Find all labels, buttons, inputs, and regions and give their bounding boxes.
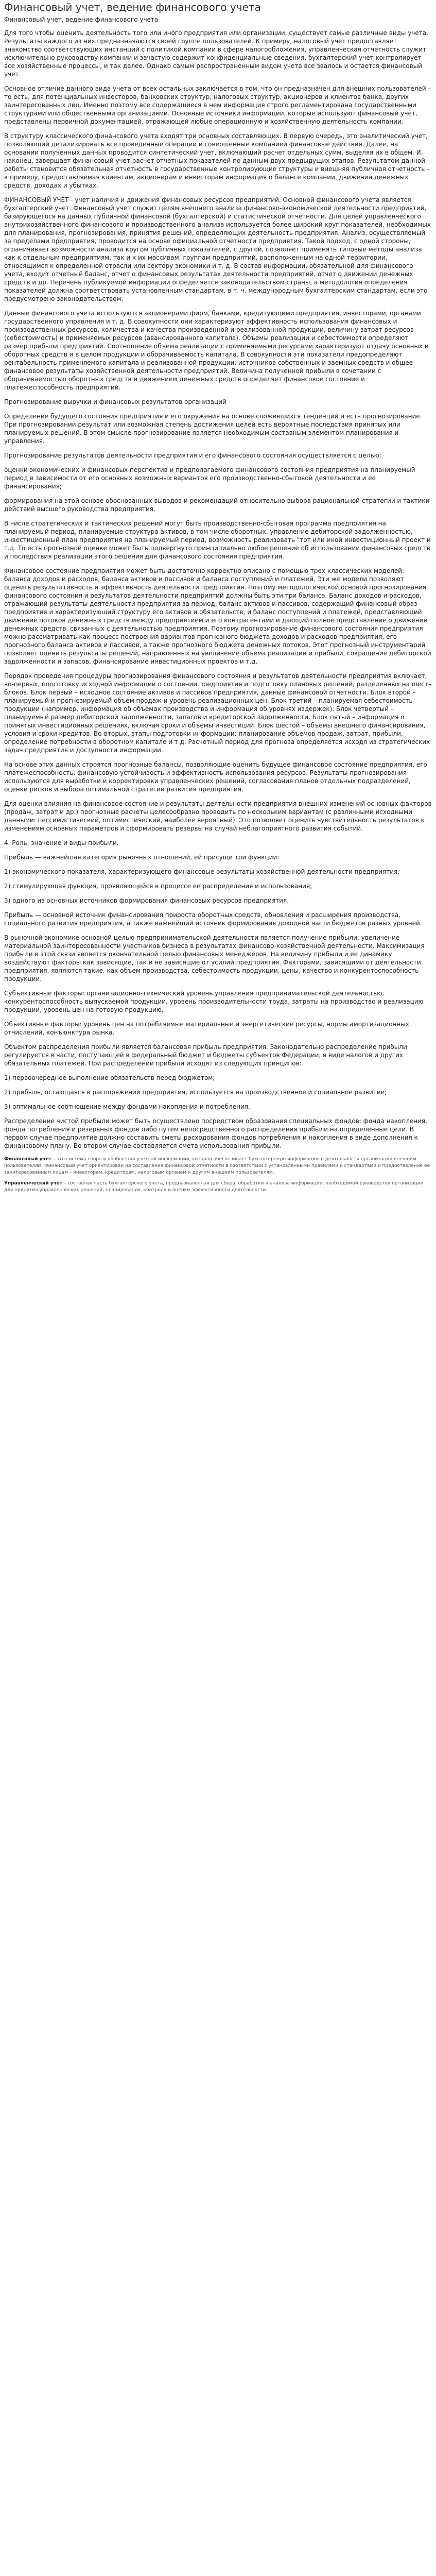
glossary-term: Управленческий учет [4, 1181, 63, 1186]
article-paragraph: Для того чтобы оценить деятельность того или иного предприятия или организации, существует самые различные виды учета. Результаты каждого из них предназначаются своей группе пользователей. К примеру, налоговый учет предоставляет знакомство соответствующих инстанций с политикой компании в сфере налогообложения, управленческая отчетность служит исключительно руководству компании и зачастую содержит конфиденциальные сведения, бухгалтерский учет контролирует все хозяйственные процессы, и так далее. Однако самым распространенным видом учета все звалось и остается финансовый учет. [4, 29, 428, 78]
article-paragraph: формирования на этой основе обоснованных выводов и рекомендаций относительно выбора рациональной стратегии и тактики действий высшего руководства предприятия. [4, 497, 430, 513]
article-paragraph: В структуру классического финансового учета входят три основных составляющих. В первую очередь, это аналитический учет, позволяющий детализировать все проведенные операции и совершенные компанией финансовые действия. Далее, на основании полученных данных проводится синтетический учет, включающий расчет отдельных сумм, выделяя их в общем. И, наконец, завершает финансовый учет расчет отчетных показателей по данным двух предыдущих этапов. Результатом данной работы становится обязательная отчетность в государственные контролирующие структуры и внешняя публичная отчетность – к примеру, предоставляемая клиентам, акционерам и инвесторам информация о балансе компании, движении денежных средств, доходах и убытках. [4, 132, 430, 189]
article-paragraph: Объективные факторы: уровень цен на потребляемые материальные и энергетические ресурсы, нормы амортизационных отчислений, конъюнктура рынка. [4, 1021, 409, 1036]
article-paragraph: 3) оптимальное соотношение между фондами накопления и потребления. [4, 1103, 250, 1110]
article-paragraph: 4. Роль, значение и виды прибыли. [4, 839, 119, 846]
article-paragraph: 1) экономического показателя, характеризующего финансовые результаты хозяйственной деятельности предприятия; [4, 868, 400, 875]
article-paragraph: Прибыль — основной источник финансирования прироста оборотных средств, обновления и расширения производства, социального развития предприятия, а также важнейший источник формирования доходной части бюджетов разных уровней. [4, 911, 422, 927]
article-paragraph: Определение будущего состояния предприятия и его окружения на основе сложившихся тенденций и есть прогнозирование. При прогнозировании результат или возможная степень достижения целей есть вероятные последствия принятых или планируемых решений. В этом смысле прогнозирование является необходимым составным элементом планирования и управления. [4, 413, 422, 445]
article-paragraph: Распределение чистой прибыли может быть осуществлено посредством образования специальных фондов: фонда накопления, фонда потребления и резервных фондов либо путем непосредственного распределения прибыли на определенные цели. В первом случае предприятие должно составить сметы расходования фондов потребления и накопления в виде дополнения к финансовому плану. Во втором случае составляется смета использования прибыли. [4, 1117, 427, 1149]
article-paragraph: ФИНАНСОВЫЙ УЧЕТ - учет наличия и движения финансовых ресурсов предприятий. Основной финансового учета является бухгалтерский учет. Финансовый учет служит целям внешнего анализа финансово-экономической деятельности предприятий, базирующегося на данных публичной финансовой (бухгалтерской) и статистической отчетности. Для целей управленческого внутрихозяйственного финансового и производственного анализа используется более широкий круг показателей, необходимых для планирования, прогнозирования, принятия решений, определяющих деятельность предприятия. Анализ, осуществляемый за пределами предприятия, проводится на основе официальной отчетности предприятия. Такой подход, с одной стороны, ограничивает возможности анализа кругом публичных показателей, с другой, позволяет применять типовые методы анализа как к отдельным предприятиям, так и к их массивам: группам предприятий, расположенным на одной территории, относящимся к определенной отрасли или сектору экономики и т. д. В состав информации, обязательной для финансового учета, входит отчетный баланс, отчет о финансовых результатах деятельности предприятий, отчет о движении денежных средств и др. Перечень публикуемой информации определяется законодательством страны, а методология определения показателей должна соответствовать установленным стандартам, в т. ч. международным бухгалтерским стандартам, если это предусмотрено законодательством. [4, 196, 431, 302]
article-body [4, 29, 432, 1150]
glossary-term: Финансовый учет [4, 1157, 51, 1162]
article-paragraph: Для оценки влияния на финансовое состояние и результаты деятельности предприятия внешних изменений основных факторов (продаж, затрат и др.) прогнозные расчеты целесообразно проводить по нескольким вариантам (с различными исходными данными: пессимистический, оптимистический, наиболее вероятный). Это позволяет оценить чувствительность результатов к изменениям основных параметров и сформировать резервы на случай неблагоприятного развития событий. [4, 800, 432, 832]
page-subtitle: Финансовый учет, ведение финансового учета [4, 16, 159, 23]
glossary-definition: – это система сбора и обобщения учетной информации, которая обеспечивает бухгалтерскую информацию о деятельности организации внешним пользователям. Финансовый учет ориентирован на составление финансовой отчетности в соответствии с установленными правилами и стандартами и предоставление ее заинтересованным лицам – инвесторам, кредиторам, налоговым органам и другим внешним пользователям. [4, 1157, 430, 1175]
article-paragraph: Данные финансового учета используются акционерами фирм, банками, кредитующими предприятия, инвесторами, органами государственного управления и т. д. В совокупности они характеризуют эффективность использования финансовых и производственных ресурсов, количества и качества произведенной и реализованной продукции, величину затрат ресурсов (себестоимость) и применяемых ресурсов (авансированного капитала). Объемы реализации и себестоимости определяют размер прибыли предприятий. Соотношение объема реализации с применяемыми ресурсами характеризуют отдачу основных и оборотных средств и в целом продукции и оборачиваемость капитала. В совокупности эти показатели предопределяют рентабельность применяемого капитала и реализованной продукции, источников собственных и заемных средств и общее финансовое результаты хозяйственной деятельности предприятий. Величина полученной прибыли в сочетании с оборачиваемостью оборотных средств и движением денежных средств определяет финансовое состояние и платежеспособность предприятий. [4, 310, 429, 391]
glossary-definition: – составная часть бухгалтерского учета, предназначенная для сбора, обработки и анализа информации, необходимой руководству организации для принятия управленческих решений, планирования, контроля и оценки эффективности деятельности. [4, 1181, 424, 1193]
page-title: Финансовый учет, ведение финансового учета [4, 1, 261, 13]
article-paragraph: Порядок проведения процедуры прогнозирования финансового состояния и результатов деятельности предприятия включает, во-первых, подготовку исходной информации о состоянии предприятия и подготовку плановых решений, разделенных на шесть блоков. Блок первый – исходное состояние активов и пассивов предприятия, данные финансовой отчетности. Блок второй – планируемый и прогнозируемый объем продаж и уровень реализационных цен. Блок третий – планируемая себестоимость продукции (например, информация об объемах производства и информация об уровнях издержек). Блок четвертый – планируемый размер дебиторской задолженности, запасов и кредиторской задолженности. Блок пятый – информация о принятых инвестиционных решениях, включая сроки и объемы инвестиций. Блок шестой – объемы внешнего финансирования, условия и сроки кредитов. Во-вторых, этапы подготовки информации: планирование объемов продаж, затрат, прибыли, определение потребности в оборотном капитале и т.д. Расчетный период для прогноза определяется исходя из стратегических задач предприятия и доступности информации. [4, 672, 432, 754]
article-paragraph: 3) одного из основных источников формирования финансовых ресурсов предприятия. [4, 897, 289, 904]
article-paragraph: 1) первоочередное выполнение обязательств перед бюджетом; [4, 1074, 215, 1081]
article-paragraph: 2) стимулирующая функция, проявляющейся в процессе ее распределения и использования; [4, 883, 312, 890]
glossary-notes [4, 1156, 432, 1194]
article-paragraph: Прогнозирование выручки и финансовых результатов организаций [4, 398, 226, 405]
document-page [0, 0, 436, 1203]
article-paragraph: Прибыль — важнейшая категория рыночных отношений, ей присущи три функции: [4, 854, 280, 861]
glossary-entry [4, 1180, 432, 1194]
article-paragraph: Субъективные факторы: организационно-технический уровень управления предпринимательской деятельностью, конкурентоспособность выпускаемой продукции, уровень производительности труда, затраты на производство и реализацию продукции, уровень цен на готовую продукцию. [4, 990, 424, 1013]
article-paragraph: В числе стратегических и тактических решений могут быть производственно-сбытовая программа предприятия на планируемый период, планируемые структура активов, в том числе оборотных, управление дебиторской задолженностью, инвестиционный план предприятия на планируемый период, возможность реализовать "тот или иной инвестиционный проект и т.д. То есть прогнозной оценке может быть подвергнуто принципиально любое решение об использовании финансовых средств и последствия реализации этого решения для финансового состояния предприятия. [4, 520, 431, 560]
article-paragraph: Финансовое состояние предприятия может быть достаточно корректно описано с помощью трех классических моделей: баланса доходов и расходов, баланса активов и пассивов и баланса поступлений и платежей. Эти же модели позволяют оценить результативность и эффективность деятельности предприятия. Поэтому методологической основой прогнозирования финансового состояния и результатов деятельности предприятий должны быть эти три баланса. Баланс доходов и расходов, отражающий результаты деятельности предприятия за период, баланс активов и пассивов, содержащий финансовый образ предприятия и характеризующий структуру его активов и обязательств, и баланс поступлений и платежей, представляющий движение потоков денежных средств между предприятием и его контрагентами и дающий полное представление о движении денежных средств, связанных с деятельностью предприятия. Поэтому прогнозирование финансового состояния предприятия можно рассматривать как процесс построения вариантов прогнозного бюджета доходов и расходов предприятия, его прогнозного баланса активов и пассивов, а также прогнозного бюджета денежных потоков. Этот прогнозный инструментарий позволяет оценить результаты решений, направленных на увеличение объема реализации и прибыли, сокращение дебиторской задолженности и запасов, финансирование инвестиционных проектов и т.д. [4, 567, 431, 665]
glossary-entry [4, 1156, 432, 1176]
article-paragraph: На основе этих данных строятся прогнозные балансы, позволяющие оценить будущее финансовое состояние предприятия, его платежеспособность, финансовую устойчивость и эффективность использования ресурсов. Результаты прогнозирования используются для выработки и корректировки управленческих решений, согласования планов отдельных подразделений, оценки рисков и выбора оптимальной стратегии развития предприятия. [4, 761, 427, 793]
article-paragraph: 2) прибыль, остающаяся в распоряжении предприятия, используется на производственное и социальное развитие; [4, 1089, 387, 1096]
article-paragraph: Основное отличие данного вида учета от всех остальных заключается в том, что он предназначен для внешних пользователей – то есть, для потенциальных инвесторов, банковских структур, налоговых структур, акционеров и клиентов банка, других заинтересованных лиц. Именно поэтому все содержащиеся в нем информация строго регламентирована государственными структурами или общественными организациями. Основные источники информации, которые используют финансовый учет, представлены первичной документацией, отражающей любые операционную и хозяйственную деятельность компании. [4, 85, 431, 125]
article-paragraph: В рыночной экономике основной целью предпринимательской деятельности является получение прибыли; увеличение материальной заинтересованности участников бизнеса в результатах финансово-хозяйственной деятельности. Максимизация прибыли в этой связи является окончательной целью финансовых менеджеров. На величину прибыли и ее динамику воздействуют факторы как зависящие, так и не зависящие от усилий предприятия. Факторами, зависящими от деятельности предприятия, являются такие, как объем производства, себестоимость продукции, цены, качество и конкурентоспособность продукции. [4, 934, 425, 982]
article-paragraph: Прогнозирование результатов деятельности предприятия и его финансового состояния осуществляется с целью: [4, 452, 381, 459]
article-paragraph: Объектом распределения прибыли является балансовая прибыль предприятия. Законодательно распределение прибыли регулируется в части, поступающей в федеральный бюджет и бюджеты субъектов Федерации, в виде налогов и других обязательных платежей. При распределении прибыли исходят из следующих принципов: [4, 1043, 407, 1067]
article-paragraph: оценки экономических и финансовых перспектив и предполагаемого финансового состояния предприятия на планируемый период в зависимости от его основных возможных вариантов его производственно-сбытовой деятельности и ее финансирования; [4, 466, 415, 490]
